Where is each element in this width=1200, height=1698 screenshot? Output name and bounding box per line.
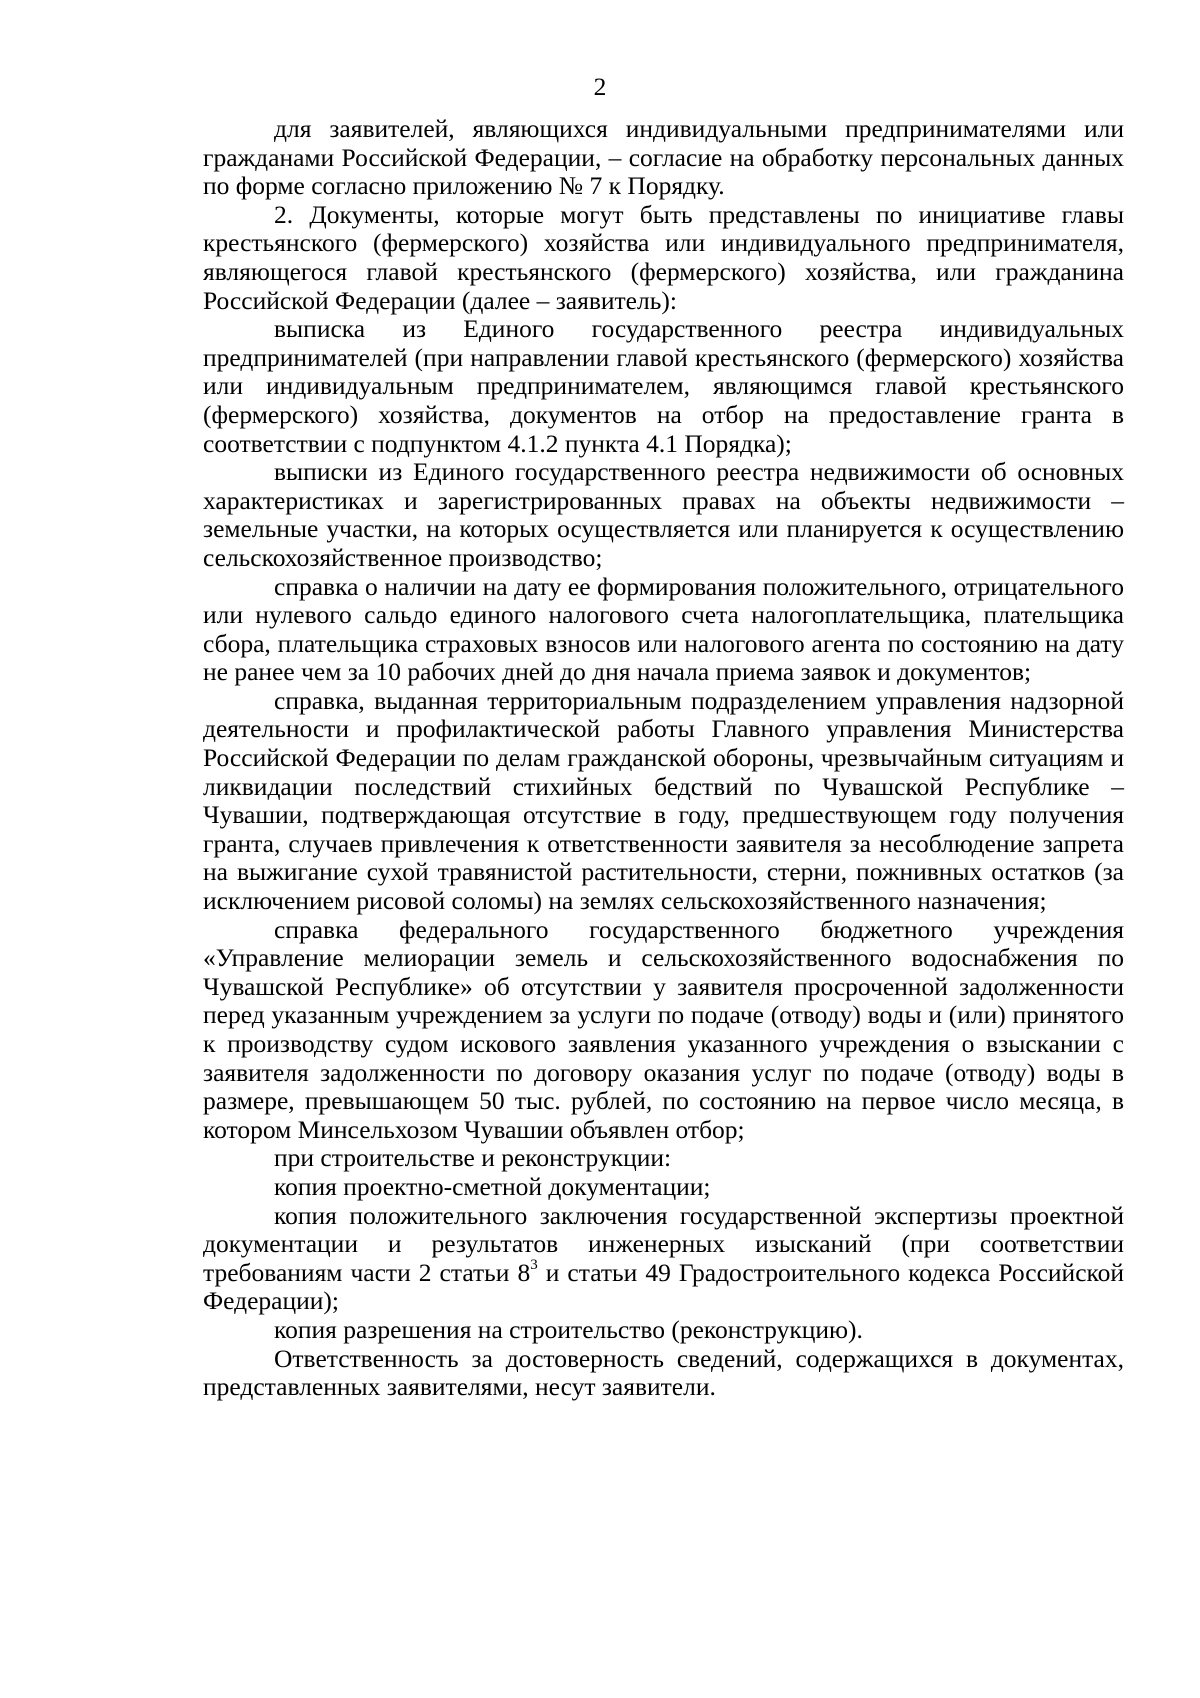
- paragraph-construction-heading: при строительстве и реконструкции:: [274, 1143, 672, 1173]
- paragraph-tax-certificate: справка о наличии на дату ее формирования положительного, отрицательного или нулевого сальдо единого налогового счета налогоплательщика, плательщика сбора, плательщика страховых взносов или налогового агента по состоянию на дату не ранее чем за 10 рабочих дней до дня начала приема заявок и документов;: [203, 571, 1124, 687]
- document-body: [203, 115, 1124, 1402]
- paragraph-consent: для заявителей, являющихся индивидуальными предпринимателями или гражданами Российской Федерации, – согласие на обработку персональных данных по форме согласно приложению № 7 к Порядку.: [203, 114, 1124, 201]
- paragraph-building-permit: копия разрешения на строительство (реконструкцию).: [274, 1314, 863, 1344]
- paragraph-optional-documents: 2. Документы, которые могут быть представлены по инициативе главы крестьянского (фермерского) хозяйства или индивидуального предпринимателя, являющегося главой крестьянского (фермерского) хозяйства, или гражданина Российской Федерации (далее – заявитель):: [203, 199, 1124, 315]
- expertise-text-after: и статьи 49 Градостроительного кодекса Российской Федерации);: [203, 1257, 1124, 1316]
- paragraph-melioration-certificate: справка федерального государственного бюджетного учреждения «Управление мелиорации земель и сельскохозяйственного водоснабжения по Чувашской Республике» об отсутствии у заявителя просроченной задолженности перед указанным учреждением за услуги по подаче (отводу) воды и (или) принятого к производству судом искового заявления указанного учреждения о взыскании с заявителя задолженности по договору оказания услуг по подаче (отводу) воды в размере, превышающем 50 тыс. рублей, по состоянию на первое число месяца, в котором Минсельхозом Чувашии объявлен отбор;: [203, 914, 1124, 1144]
- paragraph-responsibility: Ответственность за достоверность сведений, содержащихся в документах, представленных заявителями, несут заявители.: [203, 1343, 1124, 1402]
- paragraph-emergency-certificate: справка, выданная территориальным подразделением управления надзорной деятельности и профилактической работы Главного управления Министерства Российской Федерации по делам гражданской обороны, чрезвычайным ситуациям и ликвидации последствий стихийных бедствий по Чувашской Республике – Чувашии, подтверждающая отсутствие в году, предшествующем году получения гранта, случаев привлечения к ответственности заявителя за несоблюдение запрета на выжигание сухой травянистой растительности, стерни, пожнивных остатков (за исключением рисовой соломы) на землях сельскохозяйственного назначения;: [203, 685, 1124, 916]
- expertise-text-before: копия положительного заключения государственной экспертизы проектной документации и результатов инженерных изысканий (при соответствии требованиям части 2 статьи 8: [203, 1200, 1124, 1287]
- paragraph-expertise-copy: [203, 1202, 1124, 1316]
- paragraph-project-documentation: копия проектно-сметной документации;: [274, 1171, 711, 1201]
- expertise-superscript: 3: [530, 1257, 538, 1274]
- page-number: 2: [593, 72, 607, 101]
- paragraph-egrip-extract: выписка из Единого государственного реестра индивидуальных предпринимателей (при направлении главой крестьянского (фермерского) хозяйства или индивидуальным предпринимателем, являющимся главой крестьянского (фермерского) хозяйства, документов на отбор на предоставление гранта в соответствии с подпунктом 4.1.2 пункта 4.1 Порядка);: [203, 314, 1124, 458]
- paragraph-egrn-extract: выписки из Единого государственного реестра недвижимости об основных характеристиках и зарегистрированных правах на объекты недвижимости – земельные участки, на которых осуществляется или планируется к осуществлению сельскохозяйственное производство;: [203, 457, 1124, 572]
